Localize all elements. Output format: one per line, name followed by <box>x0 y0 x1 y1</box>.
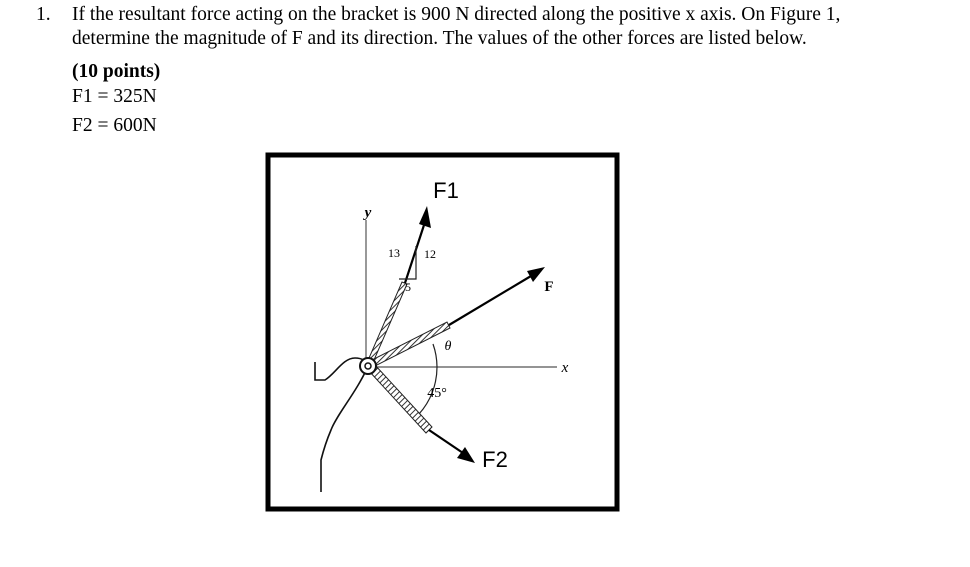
figure-1 <box>265 152 621 514</box>
given-f2: F2 = 600N <box>72 115 157 136</box>
label-angle-45: 45° <box>427 386 447 401</box>
label-slope-12: 12 <box>424 247 436 261</box>
label-x-axis: x <box>561 360 569 376</box>
label-y-axis: y <box>364 205 372 221</box>
problem-text <box>72 3 932 50</box>
label-f2: F2 <box>482 447 508 472</box>
statement-line-2: determine the magnitude of F and its direction. The values of the other forces are listed below. <box>72 27 807 49</box>
points-label: (10 points) <box>72 61 161 82</box>
label-slope-13: 13 <box>388 246 400 260</box>
label-f1: F1 <box>433 178 459 203</box>
label-slope-5: 5 <box>405 280 411 294</box>
problem-number: 1. <box>36 4 51 25</box>
label-f: F <box>544 279 554 295</box>
given-f1: F1 = 325N <box>72 86 157 107</box>
bracket-force-diagram <box>265 152 621 514</box>
pin-center <box>365 363 371 369</box>
label-theta: θ <box>444 339 452 354</box>
statement-line-1: If the resultant force acting on the bracket is 900 N directed along the positive x axis. On Figure 1, <box>72 4 841 25</box>
